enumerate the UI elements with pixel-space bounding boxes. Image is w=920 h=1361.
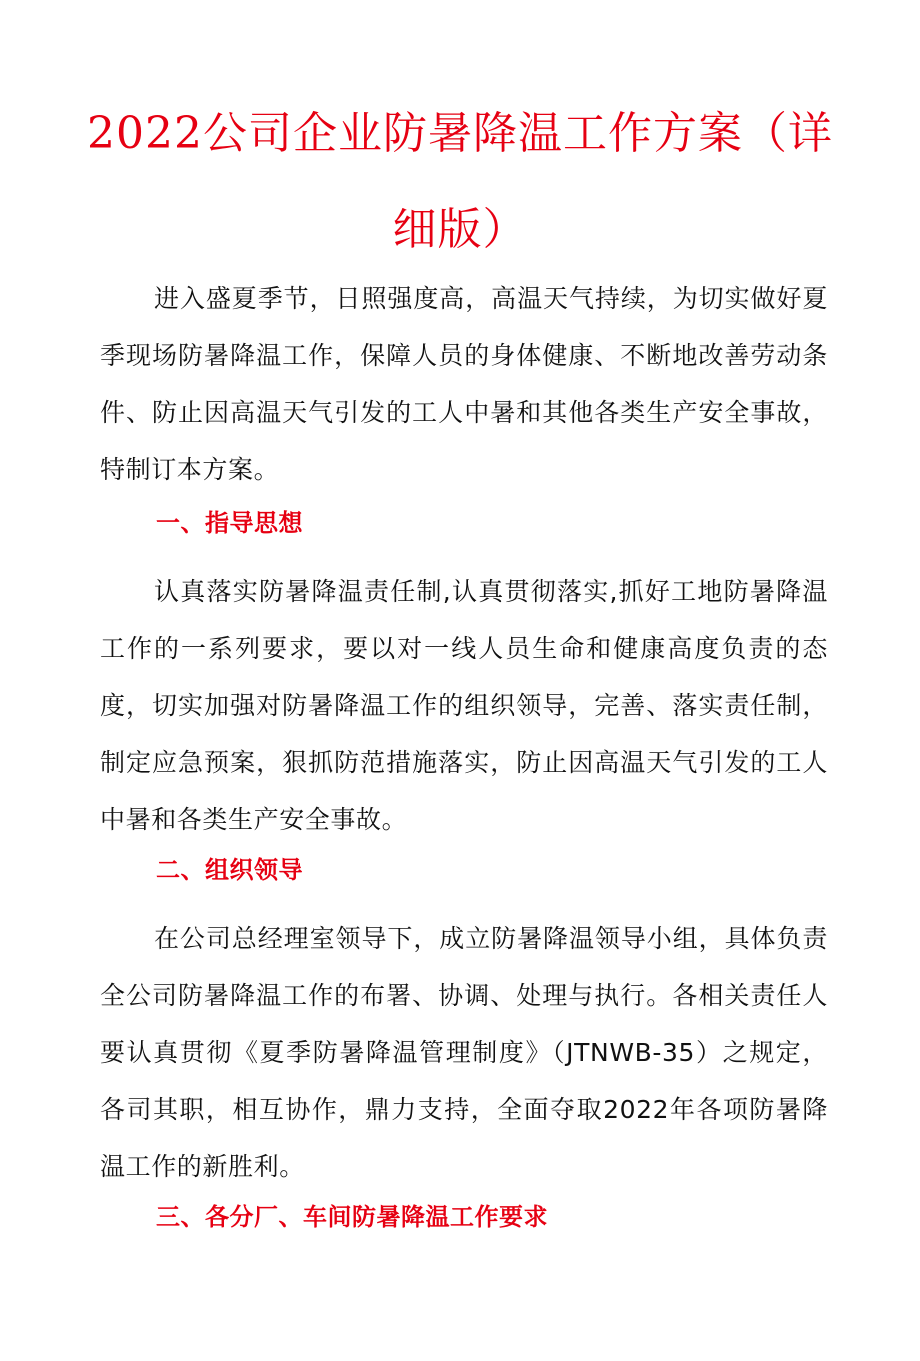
section-body-organization-leadership: 在公司总经理室领导下，成立防暑降温领导小组，具体负责全公司防暑降温工作的布署、协调、处理与执行。各相关责任人要认真贯彻《夏季防暑降温管理制度》（JTNWB-35）之规定，各司其职，相互协作，鼎力支持，全面夺取2022年各项防暑降温工作的新胜利。 (100, 924, 828, 1181)
intro-paragraph: 进入盛夏季节，日照强度高，高温天气持续，为切实做好夏季现场防暑降温工作，保障人员的身体健康、不断地改善劳动条件、防止因高温天气引发的工人中暑和其他各类生产安全事故，特制订本方案。 (100, 284, 828, 484)
section-heading-guiding-ideology: 一、指导思想 (156, 509, 303, 537)
section-heading-workshop-requirements: 三、各分厂、车间防暑降温工作要求 (156, 1203, 548, 1231)
section-heading-organization-leadership: 二、组织领导 (156, 856, 303, 884)
document-title: 2022公司企业防暑降温工作方案（详细版） (87, 108, 833, 255)
section-body-guiding-ideology: 认真落实防暑降温责任制,认真贯彻落实,抓好工地防暑降温工作的一系列要求，要以对一线人员生命和健康高度负责的态度，切实加强对防暑降温工作的组织领导，完善、落实责任制，制定应急预案，狠抓防范措施落实，防止因高温天气引发的工人中暑和各类生产安全事故。 (100, 577, 828, 834)
